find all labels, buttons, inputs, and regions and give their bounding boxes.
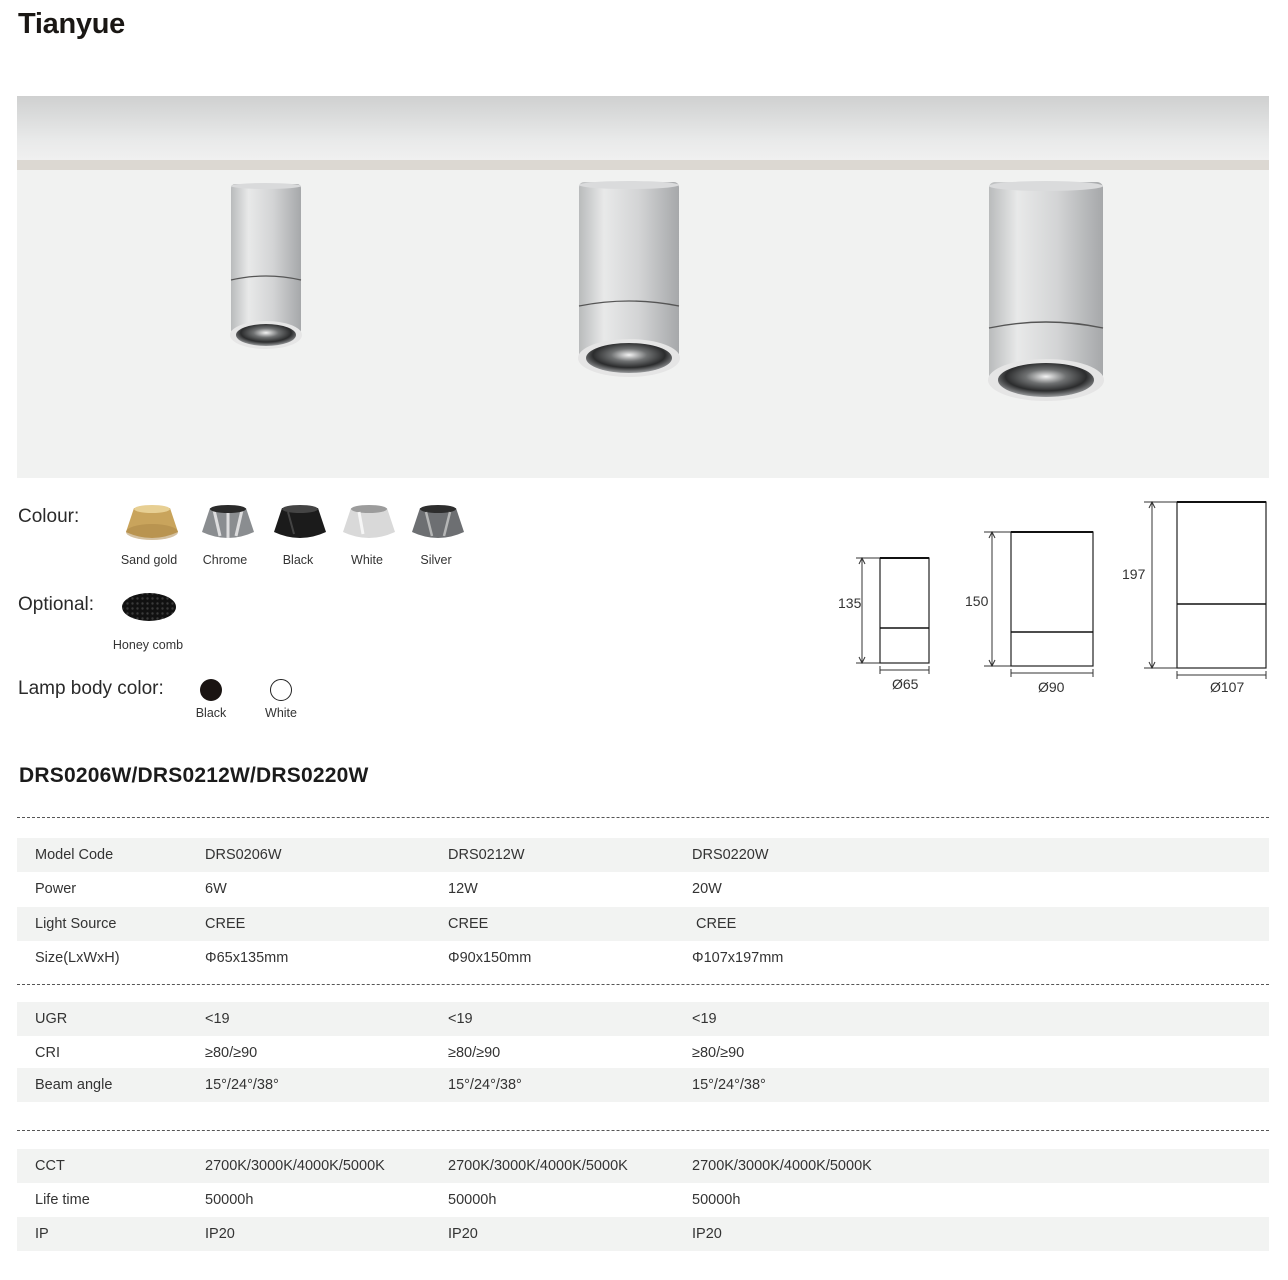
- colour-label: Colour:: [18, 506, 80, 527]
- spec-label: Size(LxWxH): [35, 950, 120, 966]
- spec-value: IP20: [692, 1226, 722, 1242]
- spec-value: 6W: [205, 881, 227, 897]
- spec-value: 15°/24°/38°: [692, 1077, 766, 1093]
- spec-value: Φ107x197mm: [692, 950, 784, 966]
- dimension-height-medium: 150: [965, 593, 989, 609]
- spec-value: 2700K/3000K/4000K/5000K: [448, 1158, 628, 1174]
- ceiling-rim: [17, 160, 1269, 170]
- table-row: [17, 1002, 1269, 1036]
- dimension-diameter-small: Ø65: [892, 676, 919, 692]
- spec-label: Beam angle: [35, 1077, 113, 1093]
- dimension-height-large: 197: [1122, 566, 1146, 582]
- lamp-small: [227, 182, 307, 354]
- spec-value: 2700K/3000K/4000K/5000K: [692, 1158, 872, 1174]
- table-row: [17, 838, 1269, 872]
- lamp-body-color-label: Lamp body color:: [18, 678, 164, 699]
- spec-value: DRS0212W: [448, 847, 525, 863]
- model-title: DRS0206W/DRS0212W/DRS0220W: [19, 764, 369, 787]
- optional-label: Optional:: [18, 594, 95, 615]
- spec-value: 15°/24°/38°: [205, 1077, 279, 1093]
- spec-value: Φ65x135mm: [205, 950, 289, 966]
- dimension-height-small: 135: [838, 595, 862, 611]
- spec-value: CREE: [205, 916, 246, 932]
- dimension-diameter-medium: Ø90: [1038, 679, 1065, 695]
- spec-label: Life time: [35, 1192, 90, 1208]
- spec-label: CCT: [35, 1158, 65, 1174]
- divider: [17, 984, 1269, 985]
- table-row: [17, 941, 1269, 975]
- spec-value: IP20: [205, 1226, 235, 1242]
- dimension-drawing-large: [1134, 494, 1274, 704]
- spec-value: 20W: [692, 881, 722, 897]
- product-hero-image: [17, 96, 1269, 478]
- divider: [17, 817, 1269, 818]
- spec-value: <19: [205, 1011, 230, 1027]
- spec-value: CREE: [448, 916, 489, 932]
- honeycomb-icon: [120, 591, 178, 623]
- chrome-reflector-icon: [198, 502, 258, 542]
- swatch-caption-silver: Silver: [420, 553, 452, 567]
- swatch-caption-white: White: [351, 553, 383, 567]
- spec-value: DRS0220W: [692, 847, 769, 863]
- spec-label: UGR: [35, 1011, 68, 1027]
- table-row: [17, 1068, 1269, 1102]
- sand-gold-reflector-icon: [122, 502, 182, 542]
- spec-value: DRS0206W: [205, 847, 282, 863]
- lamp-large: [985, 180, 1109, 406]
- swatch-caption-black: Black: [282, 553, 314, 567]
- brand-title: Tianyue: [18, 8, 125, 40]
- spec-label: Model Code: [35, 847, 114, 863]
- dimension-drawing-medium: [960, 524, 1110, 704]
- spec-label: Power: [35, 881, 77, 897]
- spec-value: Φ90x150mm: [448, 950, 532, 966]
- spec-value: 2700K/3000K/4000K/5000K: [205, 1158, 385, 1174]
- table-row: [17, 1036, 1269, 1070]
- swatch-caption-chrome: Chrome: [202, 553, 248, 567]
- swatch-caption-sand-gold: Sand gold: [120, 553, 178, 567]
- table-row: [17, 907, 1269, 941]
- lamp-medium: [575, 180, 685, 382]
- spec-value: ≥80/≥90: [448, 1045, 501, 1061]
- body-color-caption-white: White: [265, 706, 297, 720]
- spec-value: IP20: [448, 1226, 478, 1242]
- spec-value: <19: [692, 1011, 717, 1027]
- spec-value: 50000h: [448, 1192, 497, 1208]
- spec-label: Light Source: [35, 916, 117, 932]
- spec-value: 50000h: [692, 1192, 741, 1208]
- spec-value: CREE: [692, 916, 737, 932]
- spec-value: 12W: [448, 881, 478, 897]
- spec-label: CRI: [35, 1045, 60, 1061]
- spec-value: 15°/24°/38°: [448, 1077, 522, 1093]
- table-row: [17, 1217, 1269, 1251]
- dimension-diameter-large: Ø107: [1210, 679, 1245, 695]
- black-reflector-icon: [270, 502, 330, 542]
- divider: [17, 1130, 1269, 1131]
- table-row: [17, 872, 1269, 906]
- dimension-drawing-small: [834, 550, 944, 700]
- spec-value: ≥80/≥90: [692, 1045, 745, 1061]
- ceiling: [17, 96, 1269, 160]
- swatch-caption-honeycomb: Honey comb: [112, 638, 184, 652]
- table-row: [17, 1183, 1269, 1217]
- body-color-white-dot: [270, 679, 292, 701]
- body-color-black-dot: [200, 679, 222, 701]
- body-color-caption-black: Black: [195, 706, 227, 720]
- spec-value: 50000h: [205, 1192, 254, 1208]
- silver-reflector-icon: [408, 502, 468, 542]
- spec-value: ≥80/≥90: [205, 1045, 258, 1061]
- white-reflector-icon: [339, 502, 399, 542]
- spec-value: <19: [448, 1011, 473, 1027]
- table-row: [17, 1149, 1269, 1183]
- spec-label: IP: [35, 1226, 49, 1242]
